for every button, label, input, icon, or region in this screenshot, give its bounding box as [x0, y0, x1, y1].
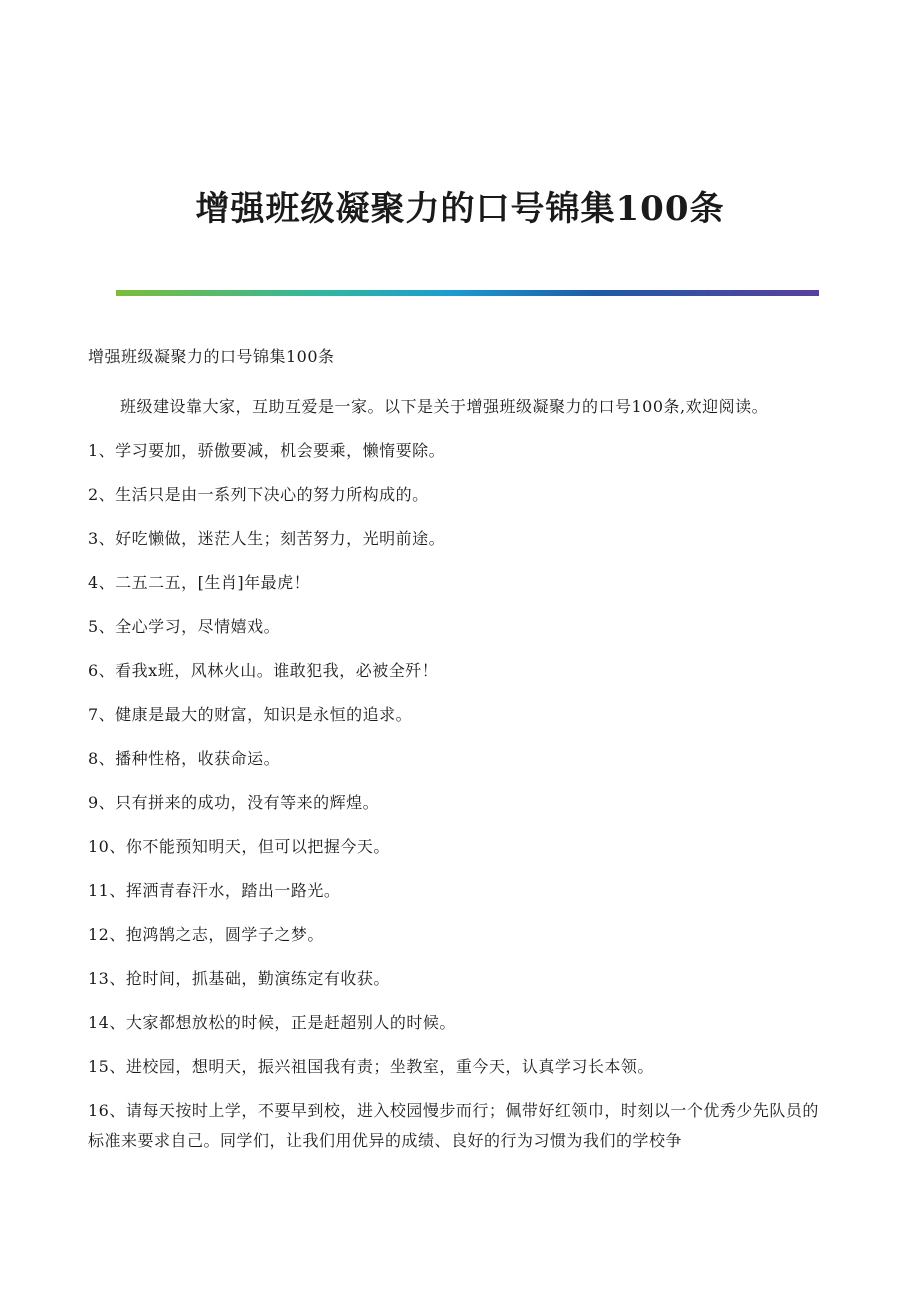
document-subtitle: 增强班级凝聚力的口号锦集100条 [88, 347, 335, 366]
list-item: 2、生活只是由一系列下决心的努力所构成的。 [88, 485, 429, 504]
list-item: 13、抢时间，抓基础，勤演练定有收获。 [88, 969, 390, 988]
document-body [88, 342, 830, 1170]
document-title: 增强班级凝聚力的口号锦集100条 [195, 189, 725, 229]
list-item: 9、只有拼来的成功，没有等来的辉煌。 [88, 793, 380, 812]
list-item: 3、好吃懒做，迷茫人生；刻苦努力，光明前途。 [88, 529, 446, 548]
list-item: 11、挥洒青春汗水，踏出一路光。 [88, 881, 341, 900]
list-item: 15、进校园，想明天，振兴祖国我有责；坐教室，重今天，认真学习长本领。 [88, 1057, 654, 1076]
title-divider [116, 290, 819, 296]
list-item: 5、全心学习，尽情嬉戏。 [88, 617, 281, 636]
list-item: 7、健康是最大的财富，知识是永恒的追求。 [88, 705, 413, 724]
list-item: 1、学习要加，骄傲要减，机会要乘，懒惰要除。 [88, 441, 446, 460]
list-item: 4、二五二五，[生肖]年最虎！ [88, 573, 311, 592]
list-item: 10、你不能预知明天，但可以把握今天。 [88, 837, 390, 856]
list-item: 6、看我x班，风林火山。谁敢犯我，必被全歼！ [88, 661, 439, 680]
list-item: 8、播种性格，收获命运。 [88, 749, 281, 768]
list-item: 14、大家都想放松的时候，正是赶超别人的时候。 [88, 1013, 456, 1032]
list-item: 16、请每天按时上学，不要早到校，进入校园慢步而行；佩带好红领巾，时刻以一个优秀少先队员的标准来要求自己。同学们，让我们用优异的成绩、良好的行为习惯为我们的学校争 [88, 1101, 819, 1150]
list-item: 12、抱鸿鹄之志，圆学子之梦。 [88, 925, 324, 944]
intro-paragraph: 班级建设靠大家，互助互爱是一家。以下是关于增强班级凝聚力的口号100条,欢迎阅读。 [120, 397, 769, 416]
